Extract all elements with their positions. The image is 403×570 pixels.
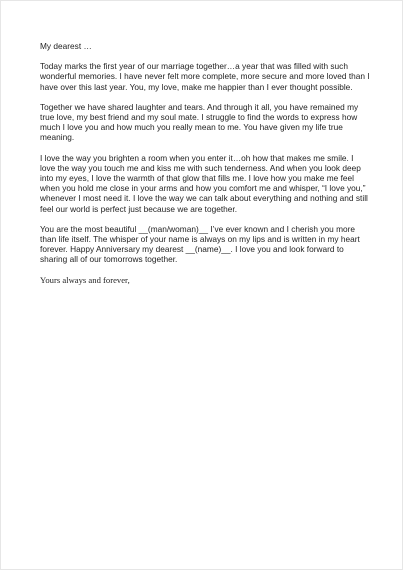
letter-salutation: My dearest … — [40, 41, 92, 51]
letter-paragraph-4: You are the most beautiful __(man/woman)__ I’ve ever known and I cherish you more than life itself. The whisper of your name is always on my lips and is written in my heart forever. Happy Anniversary my dearest __(name)__. I love you and look forward to sharing all of our tomorrows together. — [40, 223, 360, 265]
letter-body — [40, 41, 370, 285]
letter-paragraph-2: Together we have shared laughter and tears. And through it all, you have remained my true love, my best friend and my soul mate. I struggle to find the words to express how much I love you and how much you really mean to me. You have given my life true meaning. — [40, 101, 359, 143]
letter-paragraph-1: Today marks the first year of our marriage together…a year that was filled with such wonderful memories. I have never felt more complete, more secure and more loved than I have over this last year. You, my love, make me happier than I ever thought possible. — [40, 61, 370, 92]
letter-paragraph-3: I love the way you brighten a room when you enter it…oh how that makes me smile. I love the way you touch me and kiss me with such tenderness. And when you look deep into my eyes, I love the warmth of that glow that fills me. I love how you make me feel when you hold me close in your arms and how you comfort me and whisper, “I love you,” whenever I most need it. I love the way we can talk about everything and nothing and still feel our world is perfect just because we are together. — [40, 152, 368, 214]
letter-closing: Yours always and forever, — [40, 274, 130, 285]
